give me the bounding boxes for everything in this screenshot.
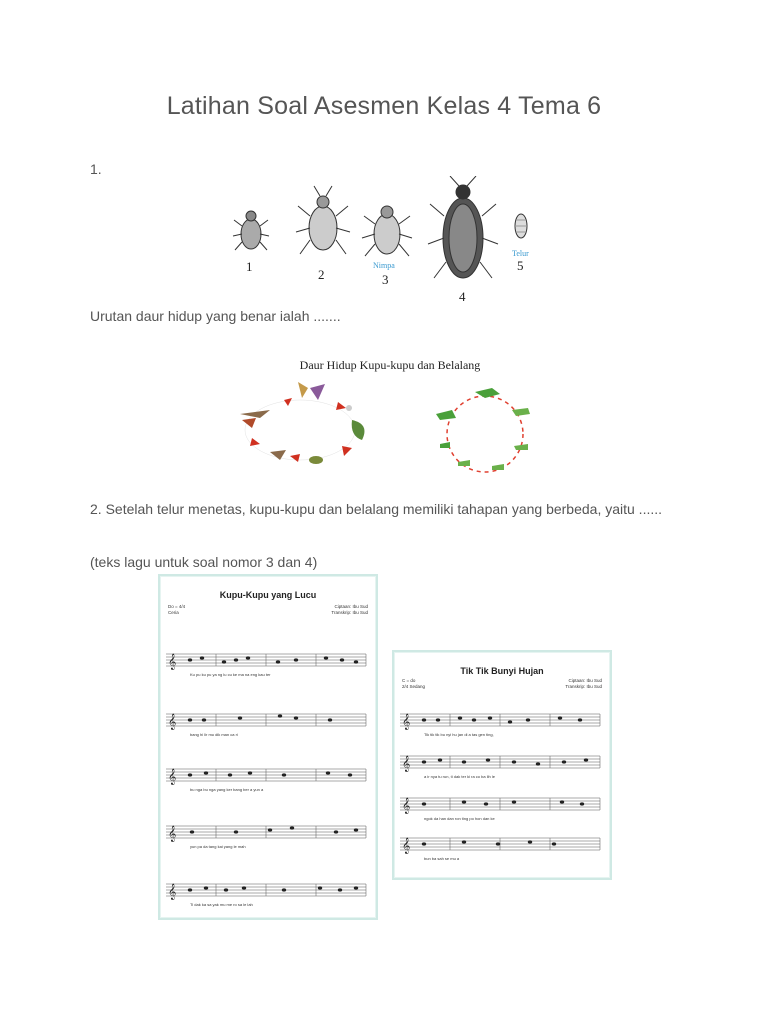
svg-text:𝄞: 𝄞 <box>402 714 411 730</box>
egg-5-image <box>515 214 527 238</box>
song2-lyric-line-2: a ir nya tu run, ti dak ter ki ra co ba lih le <box>424 774 495 779</box>
song2-title: Tik Tik Bunyi Hujan <box>460 666 544 676</box>
insect-4-image <box>428 176 498 278</box>
song1-notes <box>188 656 358 891</box>
svg-text:𝄞: 𝄞 <box>168 884 177 900</box>
insect-label-4: 4 <box>459 289 466 304</box>
insect-label-2: 2 <box>318 267 325 282</box>
telur-label: Telur <box>512 249 529 258</box>
song2-meta-right-1: Ciptaan: Ibu Sud <box>568 678 602 683</box>
butterfly-grasshopper-lifecycle-figure <box>230 352 550 482</box>
svg-text:𝄞: 𝄞 <box>402 838 411 854</box>
song2-meta-right-2: Transkrip: Ibu Sud <box>565 683 602 689</box>
svg-text:𝄞: 𝄞 <box>402 798 411 814</box>
song2-lyric-line-4: bun ba sah se mu a <box>424 856 460 861</box>
lifecycle-title: Daur Hidup Kupu-kupu dan Belalang <box>299 358 481 372</box>
song-sheet-kupu-kupu <box>158 574 378 920</box>
song1-lyric-line-4: yun pa da tang kai yang le mah <box>190 844 246 849</box>
svg-text:𝄞: 𝄞 <box>168 714 177 730</box>
insect-1-image <box>233 211 269 250</box>
song1-lyric-line-1: Ku pu ku pu ya ng lu cu ke ma na eng kau ter <box>190 672 271 677</box>
question-1-prompt: Urutan daur hidup yang benar ialah ....... <box>90 308 341 324</box>
song1-lyric-line-5: Ti dak ka sa yak mu me ro sa le lah <box>190 902 253 907</box>
svg-text:𝄞: 𝄞 <box>168 769 177 785</box>
page-title: Latihan Soal Asesmen Kelas 4 Tema 6 <box>166 92 602 120</box>
insect-label-5: 5 <box>517 258 524 273</box>
insect-label-1: 1 <box>246 259 253 274</box>
svg-text:𝄞: 𝄞 <box>168 654 177 670</box>
song-sheet-tik-tik <box>392 650 612 880</box>
butterfly-cycle-diagram <box>240 382 364 464</box>
song1-meta-right-2: Transkrip: Ibu Sud <box>331 609 368 615</box>
nimpa-label: Nimpa <box>373 261 395 270</box>
question-1-number: 1. <box>90 161 102 177</box>
song1-title: Kupu-Kupu yang Lucu <box>219 590 317 600</box>
song1-meta-left-1: Do = 4/4 <box>168 604 186 609</box>
song1-meta-right-1: Ciptaan: Ibu Sud <box>334 604 368 609</box>
svg-text:𝄞: 𝄞 <box>402 756 411 772</box>
song1-staves <box>160 576 376 918</box>
svg-text:𝄞: 𝄞 <box>168 826 177 842</box>
insect-lifecycle-figure <box>230 176 540 316</box>
insect-label-3: 3 <box>382 272 389 287</box>
song-intro-text: (teks lagu untuk soal nomor 3 dan 4) <box>90 554 318 570</box>
song1-lyric-line-3: bu nga bu nga yang ker bang ber a yun a <box>190 787 264 792</box>
song1-lyric-line-2: bang hi lir mu dik man ca ri <box>190 732 238 737</box>
song2-staves <box>394 652 610 878</box>
grasshopper-cycle-diagram <box>436 388 530 472</box>
insect-2-image <box>296 186 350 254</box>
song1-meta-left-2: Ceria <box>168 609 179 615</box>
insect-3-image <box>362 206 412 256</box>
song2-lyric-line-3: ngok da han dan ron ting po hon dan ke <box>424 816 495 821</box>
song2-meta-left-1: C = do <box>402 678 416 683</box>
song2-lyric-line-1: Tik tik tik bu nyi hu jan di a tas gen ting, <box>424 732 494 737</box>
song2-meta-left-2: 2/4 Sedang <box>402 683 426 689</box>
question-2-prompt: 2. Setelah telur menetas, kupu-kupu dan belalang memiliki tahapan yang berbeda, yaitu ...... <box>90 501 663 517</box>
